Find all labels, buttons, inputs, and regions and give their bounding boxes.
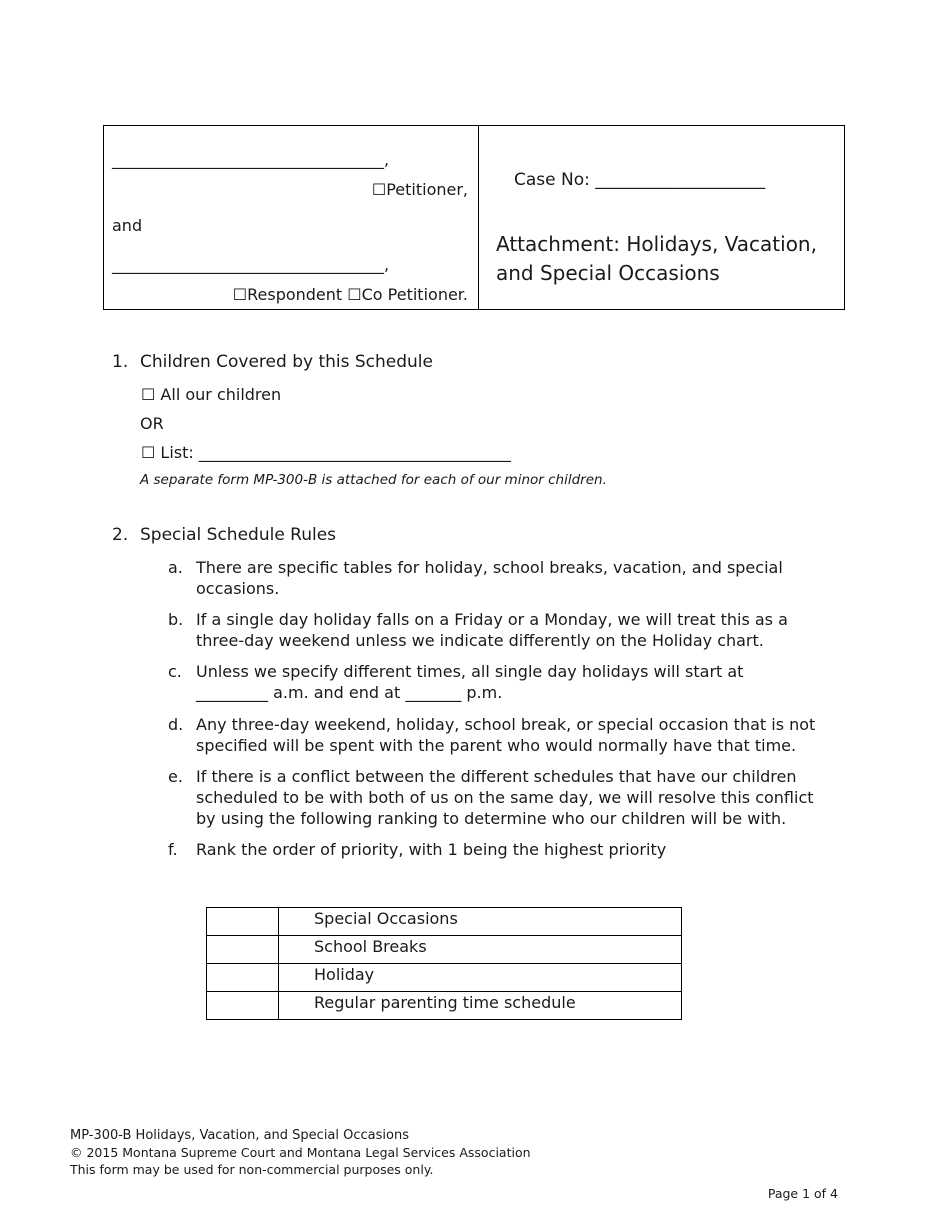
rank-input-cell[interactable] [207, 908, 279, 936]
rule-c-text [196, 661, 743, 703]
page-number: Page 1 of 4 [767, 1186, 838, 1201]
rule-f-text: Rank the order of priority, with 1 being the highest priority [196, 840, 667, 859]
rule-letter: c. [168, 662, 182, 681]
section1-heading: Children Covered by this Schedule [140, 352, 433, 372]
footer-form-title: MP-300-B Holidays, Vacation, and Special Occasions [70, 1128, 409, 1143]
rule-line: Unless we specify different times, all single day holidays will start at [196, 662, 744, 681]
rule-line: specified will be spent with the parent who would normally have that time. [196, 736, 797, 755]
table-row [207, 936, 682, 964]
rule-line: If there is a conflict between the different schedules that have our children [196, 767, 797, 786]
rank-label-cell: Holiday [279, 964, 682, 992]
separate-form-note: A separate form MP-300-B is attached for each of our minor children. [140, 472, 607, 488]
rule-b-text [196, 609, 788, 651]
case-number-field[interactable]: Case No: ____________________ [514, 170, 766, 190]
table-row [207, 908, 682, 936]
table-row [207, 964, 682, 992]
rule-letter: d. [168, 715, 184, 734]
rule-line: occasions. [196, 579, 280, 598]
rank-label-cell: Special Occasions [279, 908, 682, 936]
rank-input-cell[interactable] [207, 992, 279, 1020]
rule-d-text [196, 714, 815, 756]
rule-line: scheduled to be with both of us on the same day, we will resolve this conflict [196, 788, 814, 807]
rank-label-cell: Regular parenting time schedule [279, 992, 682, 1020]
rule-a-text [196, 557, 783, 599]
rank-input-cell[interactable] [207, 936, 279, 964]
rule-line: Any three-day weekend, holiday, school break, or special occasion that is not [196, 715, 816, 734]
footer-block [70, 1127, 531, 1178]
rule-line: by using the following ranking to determine who our children will be with. [196, 809, 787, 828]
petitioner-checkbox-label[interactable]: ☐Petitioner, [371, 180, 468, 199]
footer-copyright: © 2015 Montana Supreme Court and Montana Legal Services Association [70, 1145, 531, 1160]
petitioner-name-line[interactable]: __________________________________, [112, 150, 390, 169]
caption-divider [478, 126, 479, 309]
section2-number: 2. [112, 525, 129, 545]
rule-line: If a single day holiday falls on a Friday or a Monday, we will treat this as a [196, 610, 788, 629]
rule-line: There are specific tables for holiday, school breaks, vacation, and special [196, 558, 783, 577]
section2-heading: Special Schedule Rules [140, 525, 337, 545]
option-all-children[interactable]: ☐ All our children [141, 385, 282, 404]
holiday-time-fields[interactable]: _________ a.m. and end at _______ p.m. [196, 683, 503, 702]
rank-input-cell[interactable] [207, 964, 279, 992]
rank-label-cell: School Breaks [279, 936, 682, 964]
rule-letter: e. [168, 767, 183, 786]
attachment-title-line2: and Special Occasions [496, 261, 720, 285]
rule-letter: f. [168, 840, 178, 859]
respondent-checkbox-label[interactable]: ☐Respondent ☐Co Petitioner. [232, 285, 468, 304]
rule-line: three-day weekend unless we indicate differently on the Holiday chart. [196, 631, 764, 650]
rule-letter: a. [168, 558, 183, 577]
rule-e-text [196, 766, 814, 829]
section1-number: 1. [112, 352, 129, 372]
attachment-title-line1: Attachment: Holidays, Vacation, [496, 232, 817, 256]
option-list-children[interactable]: ☐ List: _______________________________________ [141, 443, 511, 462]
and-label: and [112, 216, 143, 235]
table-row [207, 992, 682, 1020]
priority-ranking-table [206, 907, 682, 1020]
footer-usage-note: This form may be used for non-commercial purposes only. [70, 1162, 434, 1177]
or-label: OR [140, 414, 164, 433]
rule-letter: b. [168, 610, 184, 629]
respondent-name-line[interactable]: __________________________________, [112, 255, 390, 274]
